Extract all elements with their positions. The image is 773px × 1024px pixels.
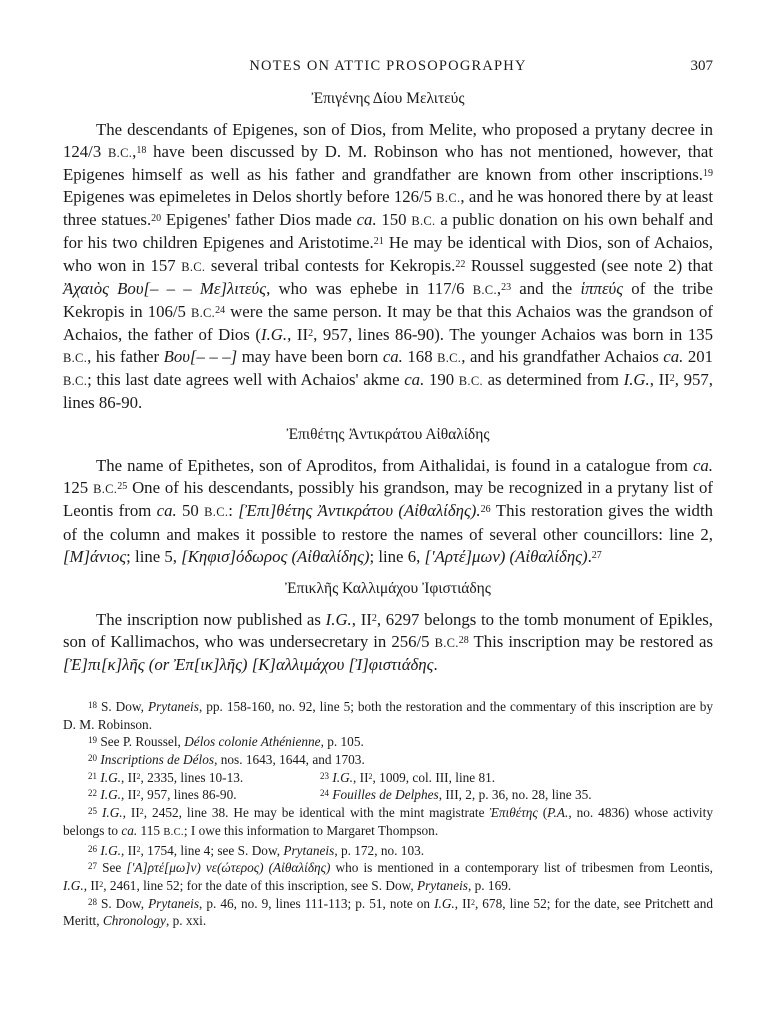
footnote-24: $^{24}$ Fouilles de Delphes, III, 2, p. 36, no. 28, line 35. [320,787,592,803]
footnote-ref[interactable]: 18 [136,145,147,157]
section-heading-epikles: Ἐπικλῆς Καλλιμάχου Ἰφιστιάδης [285,579,491,597]
footnote-ref[interactable]: 25 [117,481,128,493]
page [63,52,713,930]
footnote-ref[interactable]: 24 [215,304,226,316]
footnote-ref[interactable]: 28 [458,634,469,646]
footnote-21: $^{21}$ I.G., $II^2$, 2335, lines 10-13. [88,769,244,785]
footnote-22: $^{22}$ I.G., $II^2$, 957, lines 86-90. [88,787,237,803]
footnote-ref[interactable]: 23 [501,281,512,293]
footnote-ref[interactable]: 26 [480,504,491,516]
footnote-25: $^{25}$ I.G., $II^2$, 2452, line 38. He may be identical with the mint magistrate Ἐπιθέτης (P.A., no. 4836) whose activity belongs to ca. 115 B.C.; I owe this information to Margaret Thompson. [63,805,713,838]
footnote-18: $^{18}$ S. Dow, Prytaneis, pp. 158-160, no. 92, line 5; both the restoration and the commentary of this inscription are by D. M. Robinson. [63,698,713,732]
footnote-19: $^{19}$ See P. Roussel, Délos colonie Athénienne, p. 105. [88,734,364,750]
footnote-26: $^{26}$ I.G., $II^2$, 1754, line 4; see S. Dow, Prytaneis, p. 172, no. 103. [88,842,425,858]
running-title: NOTES ON ATTIC PROSOPOGRAPHY [249,58,527,74]
footnote-28: $^{28}$ S. Dow, Prytaneis, p. 46, no. 9, lines 111-113; p. 51, note on I.G., $II^2$, 678, line 52; for the date, see Pritchett and Meritt, Chronology, p. xxi. [63,895,713,929]
footnote-ref[interactable]: 22 [455,258,466,270]
footnote-pair-22-24 [63,786,713,804]
page-number: 307 [690,58,713,74]
footnote-ref[interactable]: 27 [591,549,602,561]
footnotes [63,698,713,930]
footnote-ref[interactable]: 19 [703,168,713,180]
paragraph-epikles: The inscription now published as I.G., $II^2$, 6297 belongs to the tomb monument of Epikles, son of Kallimachos, who was undersecretary in 256/5 B.C.$^{28}$ This inscription may be restored as [Ἐ]πι[κ]λῆς (or Ἐπ[ικ]λῆς) [Κ]αλλιμάχου [Ἰ]φιστιάδης. [63,609,713,674]
running-header [63,52,713,78]
footnote-27: $^{27}$ See ['A]ρτέ[μω]ν) νε(ώτερος) (Αἰθαλίδης) who is mentioned in a contemporary list of tribesmen from Leontis, I.G., $II^2$, 2461, line 52; for the date of this inscription, see S. Dow, Prytaneis, p. 169. [63,860,713,893]
footnote-ref[interactable]: 20 [151,213,162,225]
footnote-pair-21-23 [63,769,713,787]
footnote-23: $^{23}$ I.G., $II^2$, 1009, col. III, line 81. [320,769,496,785]
paragraph-epigenes: The descendants of Epigenes, son of Dios, from Melite, who proposed a prytany decree in 124/3 B.C.,$^{18}$ have been discussed by D. M. Robinson who has not mentioned, however, that Epigenes himself as well as his father and grandfather are known from other inscriptions.$^{19}$ Epigenes was epimeletes in Delos shortly before 126/5 B.C., and he was honored there by at least three statues.$^{20}$ Epigenes' father Dios made ca. 150 B.C. a public donation on his own behalf and for his two children Epigenes and Aristotime.$^{21}$ He may be identical with Dios, son of Achaios, who won in 157 B.C. several tribal contests for Kekropis.$^{22}$ Roussel suggested (see note 2) that Ἀχαιὸς Βου[– – – Με]λιτεύς, who was ephebe in 117/6 B.C.,$^{23}$ and the ἱππεύς of the tribe Kekropis in 106/5 B.C.$^{24}$ were the same person. It may be that this Achaios was the grandson of Achaios, the father of Dios (I.G., $II^2$, 957, lines 86-90). The younger Achaios was born in 135 B.C., his father Βου[– – –] may have been born ca. 168 B.C., and his grandfather Achaios ca. 201 B.C.; this last date agrees well with Achaios' akme ca. 190 B.C. as determined from I.G., $II^2$, 957, lines 86-90. [63,120,713,413]
footnote-20: $^{20}$ Inscriptions de Délos, nos. 1643, 1644, and 1703. [88,752,365,768]
section-heading-epithetes: Ἐπιθέτης Ἀντικράτου Αἰθαλίδης [286,426,490,444]
paragraph-epithetes: The name of Epithetes, son of Aproditos, from Aithalidai, is found in a catalogue from ca. 125 B.C.$^{25}$ One of his descendants, possibly his grandson, may be recognized in a prytany list of Leontis from ca. 50 B.C.: [Ἐπι]θέτης Ἀντικράτου (Αἰθαλίδης).$^{26}$ This restoration gives the width of the column and makes it possible to restore the names of several other councillors: line 2, [Μ]άνιος; line 5, [Κηφισ]όδωρος (Αἰθαλίδης); line 6, ['Αρτέ]μων) (Αἰθαλίδης).$^{27}$ [63,456,713,566]
footnote-ref[interactable]: 21 [373,236,384,248]
section-heading-epigenes: Ἐπιγένης Δίου Μελιτεύς [311,90,465,107]
